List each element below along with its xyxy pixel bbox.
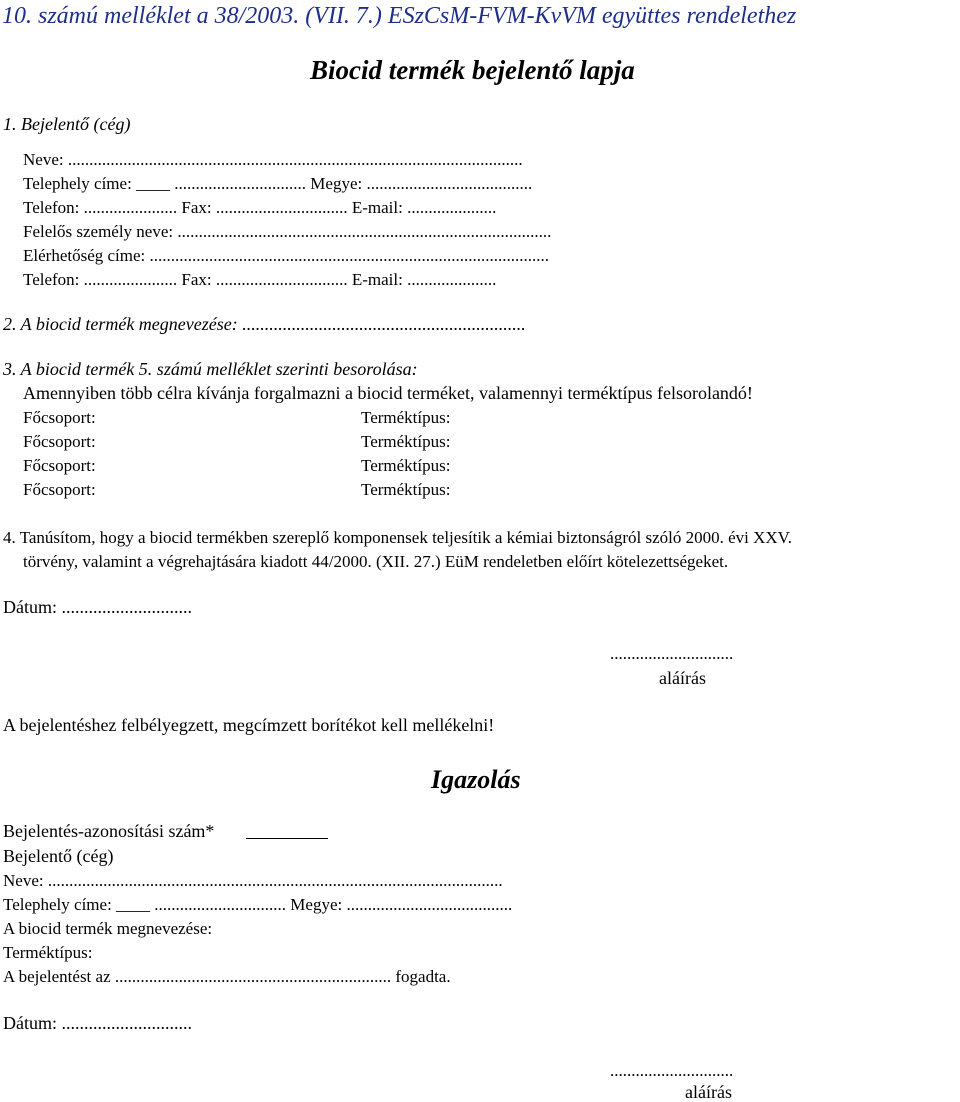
declaration-line-1: 4. Tanúsítom, hogy a biocid termékben szereplő komponensek teljesítik a kémiai biztonságról szóló 2000. évi XXV. [3, 528, 792, 547]
contact-address-line: Elérhetőség címe: .............................................................................................. [23, 246, 550, 265]
page-title: Biocid termék bejelentő lapja [310, 55, 635, 85]
main-group-label: Főcsoport: [23, 480, 96, 499]
date-line: Dátum: ............................. [3, 597, 192, 617]
company-name-line: Neve: ........................................................................................................... [23, 150, 523, 169]
signature-label: aláírás [659, 668, 706, 688]
responsible-person-line: Felelős személy neve: ........................................................................................ [23, 222, 552, 241]
igazolas-title: Igazolás [431, 765, 521, 794]
igazolas-product-name-line: A biocid termék megnevezése: [3, 919, 213, 938]
contact-line-2: Telefon: ...................... Fax: ............................... E-mail: ..................... [23, 270, 497, 289]
main-group-label: Főcsoport: [23, 456, 96, 475]
product-type-label: Terméktípus: [361, 456, 451, 475]
main-group-label: Főcsoport: [23, 408, 96, 427]
declaration-line-2: törvény, valamint a végrehajtására kiadott 44/2000. (XII. 27.) EüM rendeletben előírt kötelezettségeket. [23, 552, 729, 571]
main-group-label: Főcsoport: [23, 432, 96, 451]
product-type-label: Terméktípus: [361, 480, 451, 499]
site-address-line: Telephely címe: ____ ............................... Megye: ....................................... [23, 174, 533, 193]
contact-line-1: Telefon: ...................... Fax: ............................... E-mail: ..................... [23, 198, 497, 217]
igazolas-signature-dots: ............................. [610, 1061, 734, 1080]
product-type-label: Terméktípus: [361, 408, 451, 427]
section-1-heading: 1. Bejelentő (cég) [3, 114, 131, 134]
notification-id-label: Bejelentés-azonosítási szám* [3, 821, 215, 841]
igazolas-signature-label: aláírás [685, 1082, 732, 1102]
igazolas-site-line: Telephely címe: ____ ............................... Megye: ....................................... [3, 895, 513, 914]
section-3-note: Amennyiben több célra kívánja forgalmazni a biocid terméket, valamennyi terméktípus felsorolandó! [23, 383, 753, 403]
envelope-note: A bejelentéshez felbélyegzett, megcímzett borítékot kell mellékelni! [3, 715, 495, 735]
signature-dots: ............................. [610, 644, 734, 663]
igazolas-received-line: A bejelentést az ................................................................. fogadta. [3, 967, 451, 986]
section-2-heading: 2. A biocid termék megnevezése: ............................................................... [3, 314, 526, 334]
igazolas-product-type-line: Terméktípus: [3, 943, 93, 962]
notification-id-blank [246, 838, 328, 839]
section-3-heading: 3. A biocid termék 5. számú melléklet szerinti besorolása: [3, 359, 418, 379]
igazolas-date-line: Dátum: ............................. [3, 1013, 192, 1033]
document-header: 10. számú melléklet a 38/2003. (VII. 7.) ESzCsM-FVM-KvVM együttes rendelethez [2, 3, 797, 29]
igazolas-name-line: Neve: ........................................................................................................... [3, 871, 503, 890]
igazolas-company-heading: Bejelentő (cég) [3, 846, 114, 866]
product-type-label: Terméktípus: [361, 432, 451, 451]
